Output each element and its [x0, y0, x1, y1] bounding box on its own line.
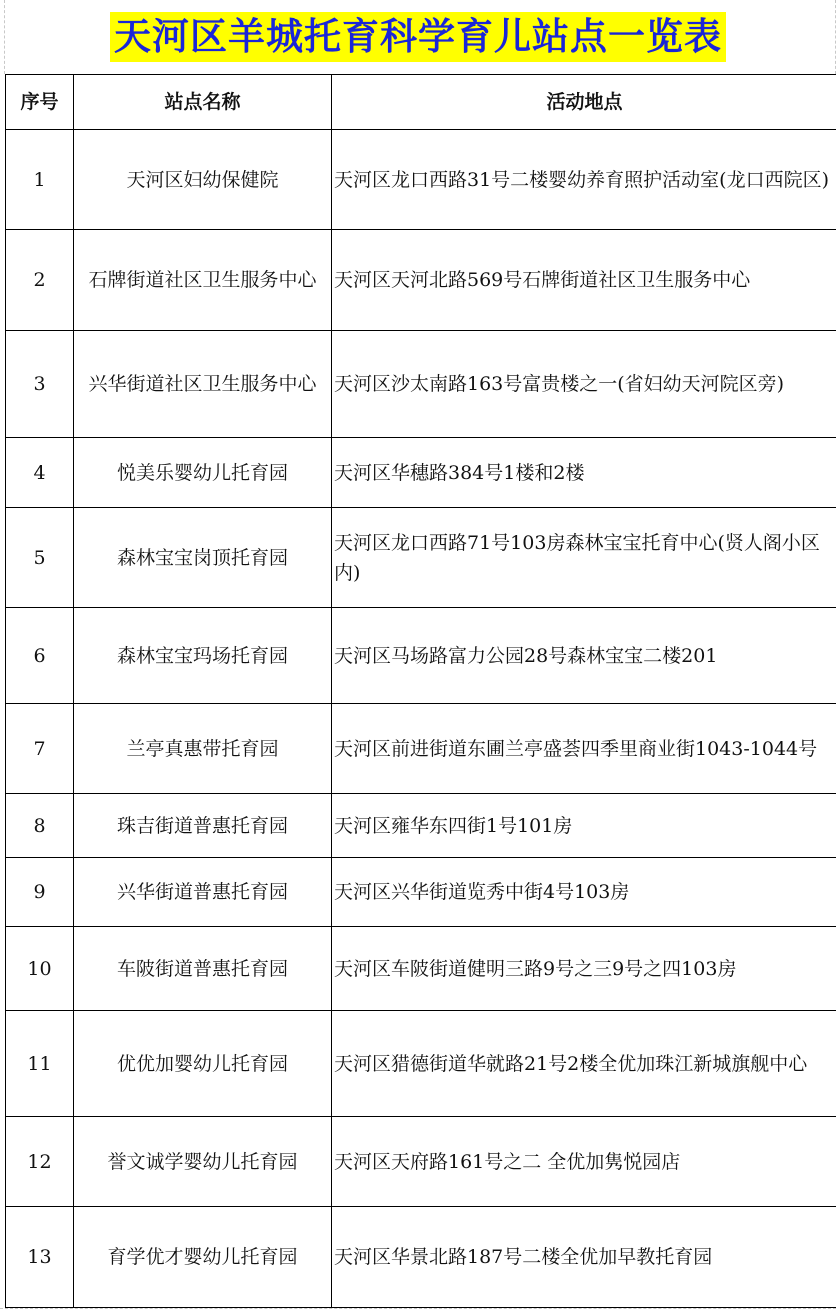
row-name: 兴华街道社区卫生服务中心 — [74, 331, 332, 438]
sites-table — [5, 74, 836, 1308]
row-no: 13 — [6, 1207, 74, 1308]
title-area — [0, 0, 836, 74]
row-name: 天河区妇幼保健院 — [74, 130, 332, 230]
header-name: 站点名称 — [74, 75, 332, 130]
table-row — [6, 927, 836, 1011]
row-name: 兴华街道普惠托育园 — [74, 858, 332, 927]
row-name: 兰亭真惠带托育园 — [74, 704, 332, 794]
row-name: 誉文诚学婴幼儿托育园 — [74, 1117, 332, 1207]
row-address: 天河区马场路富力公园28号森林宝宝二楼201 — [332, 608, 836, 704]
row-no: 6 — [6, 608, 74, 704]
row-no: 4 — [6, 438, 74, 508]
row-no: 3 — [6, 331, 74, 438]
row-name: 悦美乐婴幼儿托育园 — [74, 438, 332, 508]
row-name: 优优加婴幼儿托育园 — [74, 1011, 332, 1117]
row-name: 石牌街道社区卫生服务中心 — [74, 230, 332, 331]
row-no: 9 — [6, 858, 74, 927]
row-no: 12 — [6, 1117, 74, 1207]
row-name: 森林宝宝岗顶托育园 — [74, 508, 332, 608]
row-address: 天河区猎德街道华就路21号2楼全优加珠江新城旗舰中心 — [332, 1011, 836, 1117]
row-no: 8 — [6, 794, 74, 858]
row-no: 10 — [6, 927, 74, 1011]
row-address: 天河区天府路161号之二 全优加隽悦园店 — [332, 1117, 836, 1207]
row-no: 1 — [6, 130, 74, 230]
row-name: 珠吉街道普惠托育园 — [74, 794, 332, 858]
header-row — [6, 75, 836, 130]
row-no: 7 — [6, 704, 74, 794]
row-name: 森林宝宝玛场托育园 — [74, 608, 332, 704]
header-address: 活动地点 — [332, 75, 836, 130]
row-address: 天河区雍华东四街1号101房 — [332, 794, 836, 858]
page-title: 天河区羊城托育科学育儿站点一览表 — [110, 12, 726, 62]
row-address: 天河区龙口西路71号103房森林宝宝托育中心(贤人阁小区内) — [332, 508, 836, 608]
table-row — [6, 508, 836, 608]
table-row — [6, 1011, 836, 1117]
row-no: 5 — [6, 508, 74, 608]
row-address: 天河区华穗路384号1楼和2楼 — [332, 438, 836, 508]
table-row — [6, 331, 836, 438]
table-row — [6, 230, 836, 331]
row-address: 天河区前进街道东圃兰亭盛荟四季里商业街1043-1044号 — [332, 704, 836, 794]
row-no: 11 — [6, 1011, 74, 1117]
table-row — [6, 608, 836, 704]
row-address: 天河区车陂街道健明三路9号之三9号之四103房 — [332, 927, 836, 1011]
row-address: 天河区华景北路187号二楼全优加早教托育园 — [332, 1207, 836, 1308]
row-address: 天河区天河北路569号石牌街道社区卫生服务中心 — [332, 230, 836, 331]
table-row — [6, 130, 836, 230]
row-no: 2 — [6, 230, 74, 331]
row-name: 育学优才婴幼儿托育园 — [74, 1207, 332, 1308]
table-row — [6, 704, 836, 794]
row-address: 天河区兴华街道览秀中街4号103房 — [332, 858, 836, 927]
sheet-gridline-bottom — [0, 1308, 836, 1309]
table-row — [6, 794, 836, 858]
table-row — [6, 858, 836, 927]
row-address: 天河区龙口西路31号二楼婴幼养育照护活动室(龙口西院区) — [332, 130, 836, 230]
table-row — [6, 438, 836, 508]
row-address: 天河区沙太南路163号富贵楼之一(省妇幼天河院区旁) — [332, 331, 836, 438]
table-row — [6, 1207, 836, 1308]
row-name: 车陂街道普惠托育园 — [74, 927, 332, 1011]
table-row — [6, 1117, 836, 1207]
header-no: 序号 — [6, 75, 74, 130]
